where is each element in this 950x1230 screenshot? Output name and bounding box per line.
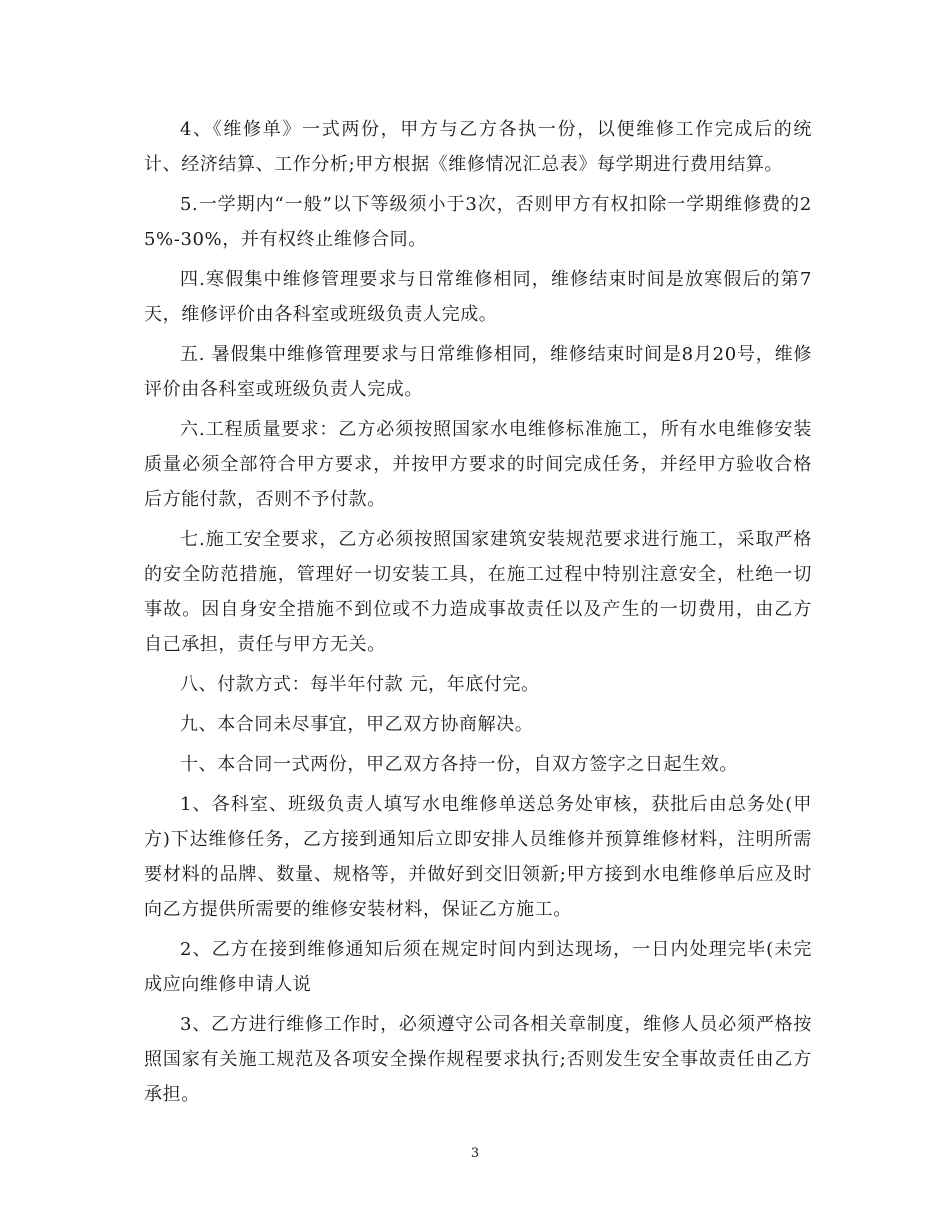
paragraph-5: 六.工程质量要求：乙方必须按照国家水电维修标准施工，所有水电维修安装质量必须全部符合甲方要求，并按甲方要求的时间完成任务，并经甲方验收合格后方能付款，否则不予付款。 [144,419,812,510]
paragraph-12: 3、乙方进行维修工作时，必须遵守公司各相关章制度，维修人员必须严格按照国家有关施工规范及各项安全操作规程要求执行;否则发生安全事故责任由乙方承担。 [144,1014,812,1105]
paragraph-7: 八、付款方式：每半年付款 元，年底付完。 [180,674,540,695]
paragraph-11: 2、乙方在接到维修通知后须在规定时间内到达现场，一日内处理完毕(未完成应向维修申请人说 [144,939,812,995]
paragraph-9: 十、本合同一式两份，甲乙双方各持一份，自双方签字之日起生效。 [180,754,738,775]
paragraph-10: 1、各科室、班级负责人填写水电维修单送总务处审核，获批后由总务处(甲方)下达维修任务，乙方接到通知后立即安排人员维修并预算维修材料，注明所需要材料的品牌、数量、规格等，并做好到交旧领新;甲方接到水电维修单后应及时向乙方提供所需要的维修安装材料，保证乙方施工。 [144,794,812,920]
paragraph-3: 四.寒假集中维修管理要求与日常维修相同，维修结束时间是放寒假后的第7天，维修评价由各科室或班级负责人完成。 [144,269,812,325]
paragraph-6: 七.施工安全要求，乙方必须按照国家建筑安装规范要求进行施工，采取严格的安全防范措施，管理好一切安装工具，在施工过程中特别注意安全，杜绝一切事故。因自身安全措施不到位或不力造成事故责任以及产生的一切费用，由乙方自己承担，责任与甲方无关。 [144,529,812,655]
page-number: 3 [470,1146,480,1161]
paragraph-1: 4、《维修单》一式两份，甲方与乙方各执一份，以便维修工作完成后的统计、经济结算、工作分析;甲方根据《维修情况汇总表》每学期进行费用结算。 [144,119,812,175]
paragraph-2: 5.一学期内“一般”以下等级须小于3次，否则甲方有权扣除一学期维修费的25%-30%，并有权终止维修合同。 [144,194,812,250]
paragraph-4: 五. 暑假集中维修管理要求与日常维修相同，维修结束时间是8月20号，维修评价由各科室或班级负责人完成。 [144,344,812,400]
paragraph-8: 九、本合同未尽事宜，甲乙双方协商解决。 [180,714,534,735]
document-body [144,112,812,1117]
